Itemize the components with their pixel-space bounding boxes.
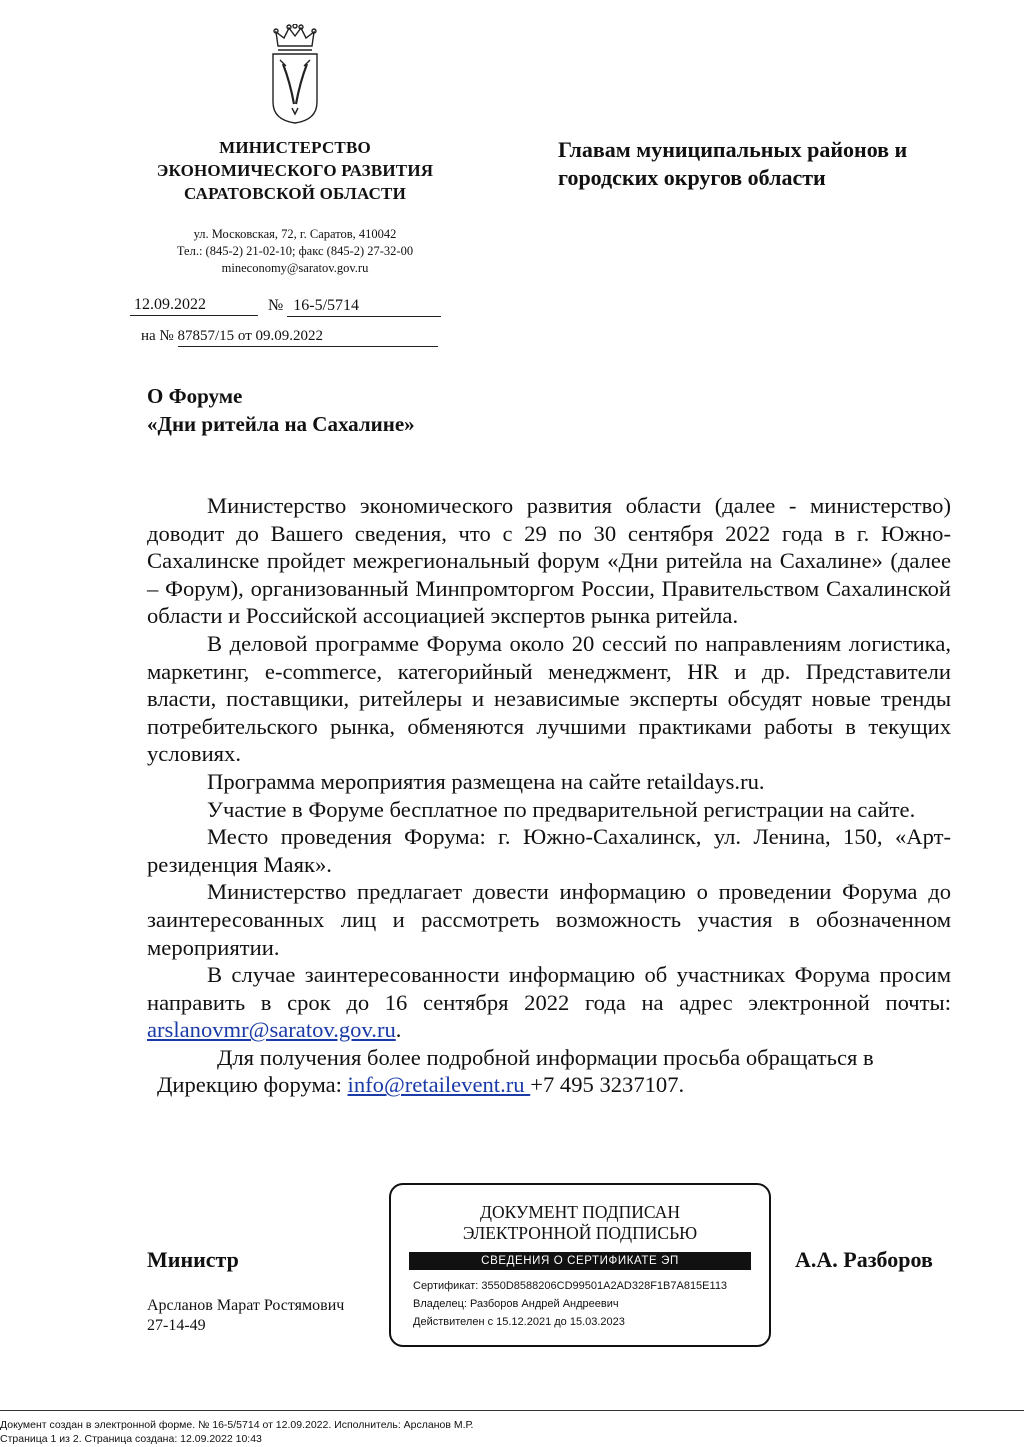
forum-email-link[interactable]: info@retailevent.ru [347,1072,531,1098]
registration-number-line [268,296,441,317]
letter-subject [147,382,415,438]
stamp-title-line-2: ЭЛЕКТРОННОЙ ПОДПИСЬЮ [462,1223,698,1243]
footer-line-2: Страница 1 из 2. Страница создана: 12.09.2022 10:43 [0,1433,262,1445]
page-footer [0,1418,473,1446]
stamp-title [391,1202,769,1244]
ministry-line-1: МИНИСТЕРСТВО [219,138,371,157]
contact-email-link[interactable]: arslanovmr@saratov.gov.ru [147,1017,396,1043]
ministry-contacts [120,226,470,277]
electronic-signature-stamp [389,1183,771,1347]
coat-of-arms-emblem [268,24,322,124]
ministry-address: ул. Московская, 72, г. Саратов, 410042 [193,227,397,241]
registration-number: 16-5/5714 [287,296,441,317]
registration-date: 12.09.2022 [130,295,258,316]
addressee [558,136,978,192]
body-paragraph-2: В деловой программе Форума около 20 сессий по направлениям логистика, маркетинг, e-commerce, категорийный менеджмент, HR и др. Представители власти, поставщики, ритейлеры и независимые эксперты обсудят новые тренды потребительского рынка, обменяются лучшими практиками работы в текущих условиях. [147,630,951,767]
forum-phone: +7 495 3237107. [530,1072,685,1098]
body-paragraph-6: Министерство предлагает довести информацию о проведении Форума до заинтересованных лиц и рассмотреть возможность участия в обозначенном мероприятии. [147,879,951,960]
addressee-line-1: Главам муниципальных районов и [558,137,908,162]
ministry-line-3: САРАТОВСКОЙ ОБЛАСТИ [183,184,407,203]
body-paragraph-1: Министерство экономического развития области (далее - министерство) доводит до Вашего сведения, что с 29 по 30 сентября 2022 года в г. Южно-Сахалинске пройдет межрегиональный форум «Дни ритейла на Сахалине» (далее – Форум), организованный Минпромторгом России, Правительством Сахалинской области и Российской ассоциацией экспертов рынка ритейла. [147,493,951,629]
registration-date-line [130,295,258,316]
ministry-phone: Тел.: (845-2) 21-02-10; факс (845-2) 27-32-00 [176,244,414,258]
body-paragraph-5: Место проведения Форума: г. Южно-Сахалинск, ул. Ленина, 150, «Арт-резиденция Маяк». [147,824,951,877]
signer-position: Министр [147,1247,239,1272]
stamp-owner: Владелец: Разборов Андрей Андреевич [413,1298,619,1310]
reply-reference: 87857/15 от 09.09.2022 [178,326,438,347]
body-paragraph-8-text: Дирекцию форума: [157,1072,348,1098]
stamp-title-line-1: ДОКУМЕНТ ПОДПИСАН [480,1202,680,1222]
stamp-certificate-bar: СВЕДЕНИЯ О СЕРТИФИКАТЕ ЭП [409,1252,751,1270]
body-paragraph-3: Программа мероприятия размещена на сайте retaildays.ru. [207,768,765,794]
letter-body [147,492,951,1099]
executor-name: Арсланов Марат Ростямович [147,1297,345,1314]
footer-line-1: Документ создан в электронной форме. № 16-5/5714 от 12.09.2022. Исполнитель: Арсланов М.Р. [0,1419,474,1431]
number-sign: № [268,297,284,314]
ministry-name [120,136,470,205]
footer-divider [0,1410,1024,1411]
subject-line-1: О Форуме [147,384,243,408]
reply-reference-line [141,326,438,347]
stamp-certificate: Сертификат: 3550D8588206CD99501A2AD328F1B7A815E113 [413,1280,728,1292]
body-paragraph-8-line-1: Для получения более подробной информации просьба обращаться в [217,1044,874,1070]
body-paragraph-7-end: . [395,1017,402,1043]
body-paragraph-4: Участие в Форуме бесплатное по предварительной регистрации на сайте. [207,796,916,822]
stamp-validity: Действителен с 15.12.2021 до 15.03.2023 [413,1316,625,1328]
body-paragraph-8-line-2 [147,1071,951,1099]
ministry-line-2: ЭКОНОМИЧЕСКОГО РАЗВИТИЯ [156,161,434,180]
executor-phone: 27-14-49 [147,1317,206,1334]
ministry-email: mineconomy@saratov.gov.ru [221,261,369,275]
body-paragraph-7 [147,961,951,1044]
reply-prefix: на № [141,328,174,344]
addressee-line-2: городских округов области [558,165,826,190]
executor [147,1296,344,1336]
subject-line-2: «Дни ритейла на Сахалине» [147,412,415,436]
signer-name: А.А. Разборов [795,1247,933,1272]
body-paragraph-7-text: В случае заинтересованности информацию об участниках Форума просим направить в срок до 16 сентября 2022 года на адрес электронной почты: [147,962,951,1015]
